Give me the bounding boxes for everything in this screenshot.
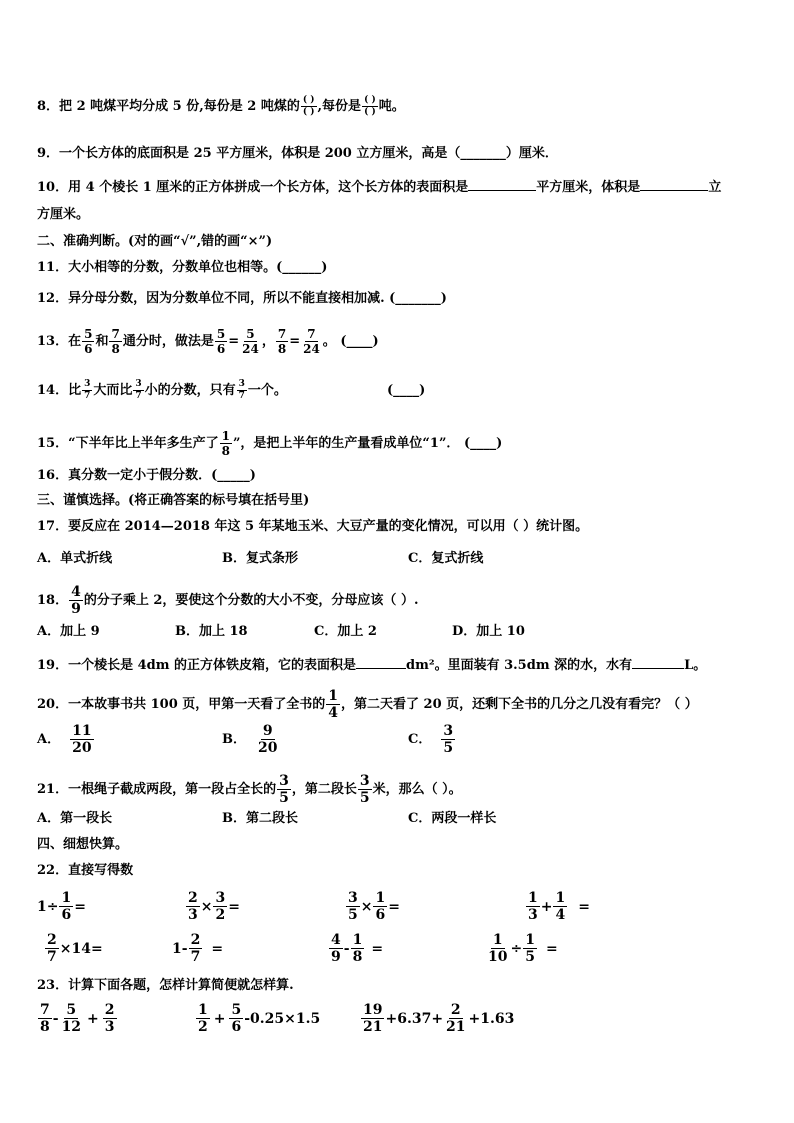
q20-option-b: B． 9 20 [222,723,278,756]
q21-option-b: B．第二段长 [222,811,298,826]
question-22-title: 22．直接写得数 [37,863,134,878]
q17-option-a: A．单式折线 [37,551,113,566]
question-9: 9．一个长方体的底面积是 25 平方厘米，体积是 200 立方厘米，高是（_______）厘米． [37,146,558,161]
question-11: 11．大小相等的分数，分数单位也相等。(______) [37,260,328,275]
question-10: 10．用 4 个棱长 1 厘米的正方体拼成一个长方体，这个长方体的表面积是 平方厘米，体积是 立 [37,177,721,196]
q23-expr-3: 19 21 +6.37+ $\frac{2}{21}$ +1.63 [363,1002,515,1035]
question-15: 15．“下半年比上半年多生产了 $\frac{1}{8}$ ”，是把上半年的生产量看成单位“1”． (____) [37,429,503,458]
q20-option-a: A． 11 20 [37,723,92,756]
q23-expr-2: 1 2 + $\frac{5}{6}$ -0.25×1.5 [198,1002,321,1035]
q23-expr-1: 7 8 - 5 12 + $\frac{2}{3}$ [40,1002,115,1035]
q21-option-c: C．两段一样长 [408,811,497,826]
question-16: 16．真分数一定小于假分数．(_____) [37,468,256,483]
q17-option-c: C．复式折线 [408,551,484,566]
q22-expr-6: 1- $\frac{2}{7}$ = [172,932,224,965]
q22-expr-8: $\frac{1}{10}$ ÷ $\frac{1}{5}$ = [488,932,558,965]
question-8: 8．把 2 吨煤平均分成 5 份,每份是 2 吨煤的 ( ) ( ) ,每份是 ( ) ( ) 吨。 [37,95,405,117]
question-20: 20．一本故事书共 100 页，甲第一天看了全书的 $\frac{1}{4}$ ，第二天看了 20 页，还剩下全书的几分之几没有看完？（ ） [37,688,698,721]
q18-option-c: C．加上 2 [314,624,377,639]
q18-option-b: B．加上 18 [175,624,248,639]
question-21: 21．一根绳子截成两段，第一段占全长的 $\frac{3}{5}$ ，第二段长 $\frac{3}{5}$ 米，那么（ ）。 [37,773,462,806]
fraction-blank: ( ) ( ) [302,95,315,117]
question-17: 17．要反应在 2014—2018 年这 5 年某地玉米、大豆产量的变化情况，可以用（ ）统计图。 [37,519,589,534]
q18-option-d: D．加上 10 [452,624,525,639]
q20-option-c: C． 3 5 [408,723,454,756]
section-4-title: 四、细想快算。 [37,837,129,852]
question-23-title: 23．计算下面各题，怎样计算简便就怎样算. [37,978,294,993]
question-10-cont: 方厘米。 [37,207,90,222]
section-2-title: 二、准确判断。(对的画“√”,错的画“×”) [37,234,273,249]
q21-option-a: A．第一段长 [37,811,113,826]
q22-expr-5: $\frac{2}{7}$ ×14= [47,932,103,965]
question-18: 18． $\frac{4}{9}$ 的分子乘上 2，要使这个分数的大小不变，分母应该（ ）. [37,584,419,617]
question-12: 12．异分母分数，因为分数单位不同，所以不能直接相加减. (_______) [37,291,447,306]
question-13: 13．在 $\frac{5}{6}$ 和 $\frac{7}{8}$ 通分时，做法是 $\frac{5}{6}$ = $\frac{5}{24}$ ， $\frac{7}{8}$ = $\frac{7}{24}$ 。 (____) [37,327,379,356]
q22-expr-7: 4 9 - $\frac{1}{8}$ = [331,932,384,965]
fraction-blank: ( ) ( ) [364,95,376,117]
question-14: 14．比 $\frac{3}{7}$ 大而比 $\frac{3}{7}$ 小的分数，只有 $\frac{3}{7}$ 一个。 (____) [37,379,426,401]
q22-expr-3: $\frac{3}{5}$ × $\frac{1}{6}$ = [348,890,400,923]
q22-expr-2: $\frac{2}{3}$ × $\frac{3}{2}$ = [188,890,240,923]
section-3-title: 三、谨慎选择。(将正确答案的标号填在括号里) [37,493,310,508]
q22-expr-1: 1÷ $\frac{1}{6}$ = [37,890,86,923]
question-19: 19．一个棱长是 4dm 的正方体铁皮箱，它的表面积是 dm²。里面装有 3.5dm 深的水，水有 L。 [37,655,706,674]
q18-option-a: A．加上 9 [37,624,100,639]
q22-expr-4: 1 3 + $\frac{1}{4}$ = [528,890,590,923]
q17-option-b: B．复式条形 [222,551,298,566]
